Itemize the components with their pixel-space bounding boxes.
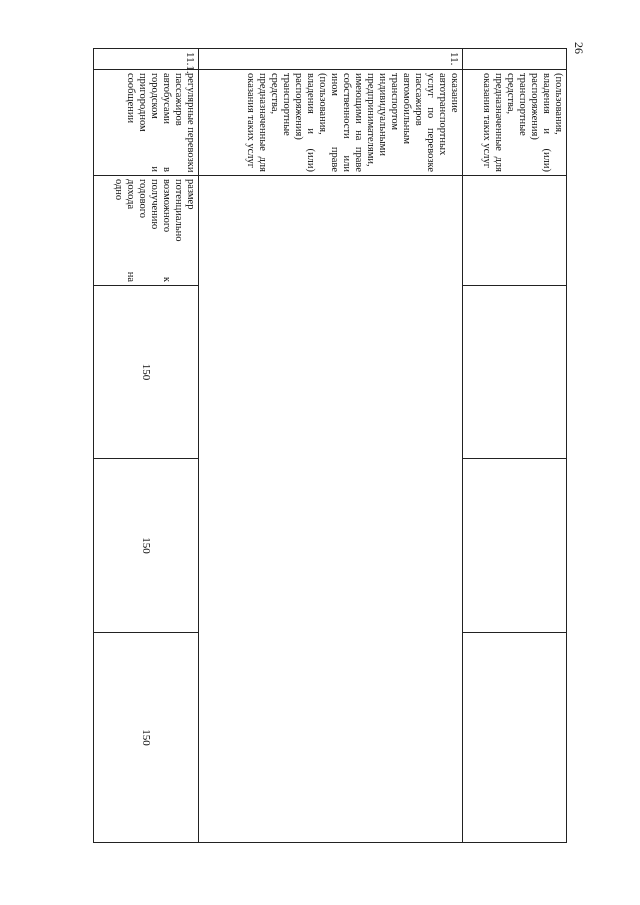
activity-line: транспортные <box>517 73 528 136</box>
activity-line: сообщении <box>125 73 136 124</box>
activity-line: средства, <box>505 73 516 115</box>
activity-line: предназначенные для <box>493 73 504 172</box>
indicator-line: годового <box>137 179 148 219</box>
activity-line: автотранспортных <box>437 73 448 156</box>
activity-line: владения и (или) <box>541 73 552 172</box>
activity-line: оказания таких услуг <box>481 73 492 169</box>
activity-line: индивидуальными <box>377 73 388 156</box>
row-number: 11. <box>448 52 460 66</box>
activity-line: транспортом <box>389 73 400 131</box>
value-cell-1 <box>94 286 198 459</box>
activity-line: распоряжения) <box>293 73 304 140</box>
indicator-cell <box>463 176 566 286</box>
indicator-line: одно <box>113 179 124 201</box>
value-text: 150 <box>140 363 152 381</box>
indicator-line: размер <box>185 179 196 210</box>
row-number-cell <box>463 49 566 70</box>
activity-line: (пользования, <box>317 73 328 135</box>
indicator-line: возможного к <box>161 179 172 282</box>
activity-line: транспортные <box>281 73 292 136</box>
activity-line: ином праве <box>329 73 340 172</box>
activity-line: предназначенные для <box>257 73 268 172</box>
table-row <box>94 49 198 842</box>
activity-cell <box>94 70 198 176</box>
indicator-line: потенциально <box>173 179 184 242</box>
activity-line: оказание <box>449 73 460 113</box>
rotated-page-content <box>93 48 567 843</box>
activity-line: предпринимателями, <box>365 73 376 167</box>
activity-line: пассажиров <box>413 73 424 126</box>
page-number: 26 <box>572 42 586 54</box>
value-cell-1 <box>463 286 566 459</box>
activity-line: (пользования, <box>553 73 564 135</box>
activity-line: пригородном <box>137 73 148 132</box>
activity-line: имеющими на праве <box>353 73 364 172</box>
value-cell-3 <box>94 633 198 842</box>
activity-line: автомобильным <box>401 73 412 145</box>
value-cell-2 <box>94 459 198 633</box>
activity-line: оказания таких услуг <box>245 73 256 169</box>
activity-line: распоряжения) <box>529 73 540 140</box>
tariff-table <box>93 48 567 843</box>
row-number: 11.1. <box>184 52 196 74</box>
value-cell-3 <box>463 633 566 842</box>
value-text: 150 <box>140 537 152 554</box>
value-text: 150 <box>140 729 152 746</box>
table-row <box>198 49 462 842</box>
activity-line: услуг по перевозке <box>425 73 436 172</box>
indicator-cell <box>94 176 198 286</box>
activity-line: автобусами в <box>161 73 172 172</box>
row-number-cell <box>199 49 462 70</box>
activity-line: собственности или <box>341 73 352 172</box>
row-number-cell <box>94 49 198 74</box>
value-cell-2 <box>463 459 566 633</box>
activity-line: пассажиров <box>173 73 184 126</box>
activity-cell <box>463 70 566 176</box>
activity-line: регулярные перевозки <box>185 73 196 173</box>
indicator-line: получению <box>149 179 160 230</box>
merged-empty-cell <box>199 176 462 842</box>
table-row <box>462 49 566 842</box>
activity-cell <box>199 70 462 176</box>
activity-line: владения и (или) <box>305 73 316 172</box>
indicator-line: дохода на <box>125 179 136 282</box>
activity-line: городском и <box>149 73 160 172</box>
activity-line: средства, <box>269 73 280 115</box>
